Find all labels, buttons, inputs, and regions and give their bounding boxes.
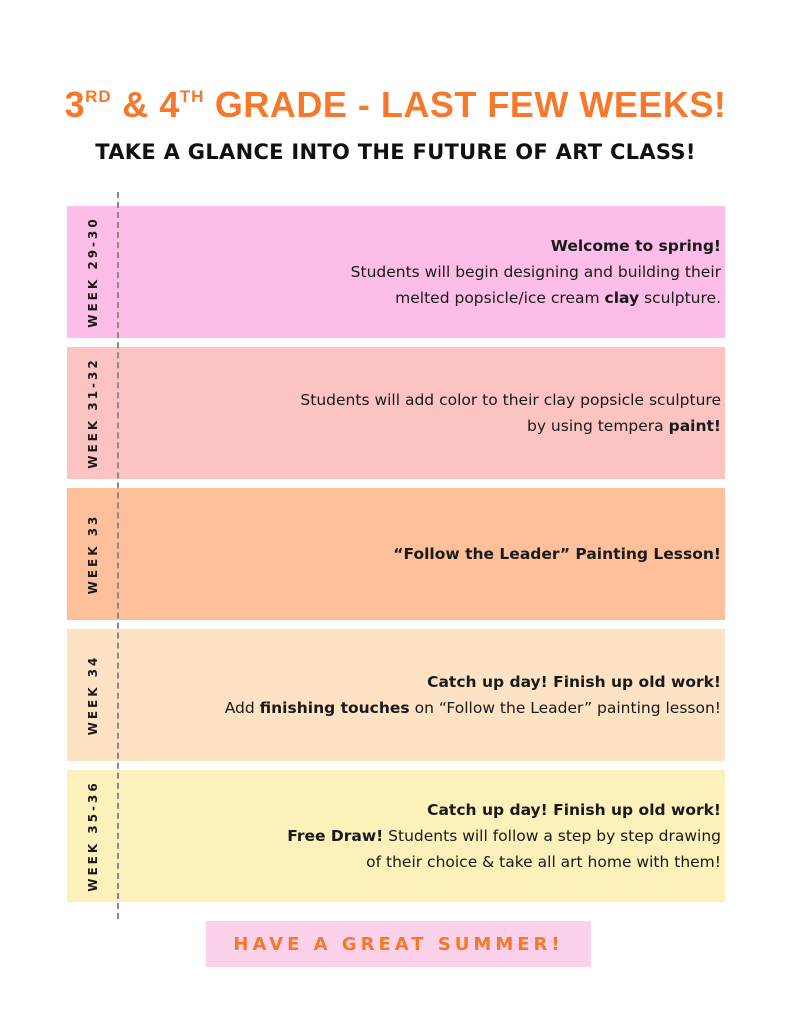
page-title	[0, 82, 791, 135]
description-line: Students will begin designing and building their	[350, 263, 721, 281]
week-label-text: WEEK 35-36	[86, 780, 100, 892]
description-line: Catch up day! Finish up old work!	[427, 801, 721, 819]
description-line	[131, 823, 721, 849]
bold-segment: paint!	[668, 417, 721, 435]
timeline-divider	[117, 192, 119, 919]
text-segment: sculpture.	[639, 289, 721, 307]
week-label	[75, 206, 111, 338]
text-segment: Students will follow a step by step drawing	[383, 827, 721, 845]
week-label-text: WEEK 34	[86, 654, 100, 736]
footer-banner	[206, 921, 591, 967]
title-superscript: RD	[85, 87, 112, 106]
title-text: & 4	[111, 84, 180, 125]
bold-segment: clay	[604, 289, 640, 307]
week-label	[75, 770, 111, 902]
description-line: Welcome to spring!	[550, 237, 721, 255]
bold-segment: finishing touches	[259, 699, 410, 717]
description-line: of their choice & take all art home with them!	[366, 853, 721, 871]
page-subtitle: TAKE A GLANCE INTO THE FUTURE OF ART CLASS!	[95, 140, 696, 164]
week-label	[75, 488, 111, 620]
week-row-29-30	[67, 206, 725, 338]
week-description	[131, 488, 721, 620]
title-text: GRADE - LAST FEW WEEKS!	[204, 84, 727, 125]
description-line: Students will add color to their clay popsicle sculpture	[300, 391, 721, 409]
title-text: 3	[64, 84, 86, 125]
description-line: Catch up day! Finish up old work!	[427, 673, 721, 691]
bold-segment: Free Draw!	[287, 827, 384, 845]
week-description	[131, 629, 721, 761]
week-description	[131, 347, 721, 479]
week-label-text: WEEK 31-32	[86, 357, 100, 469]
title-superscript: TH	[179, 87, 205, 106]
week-description	[131, 206, 721, 338]
text-segment: melted popsicle/ice cream	[395, 289, 605, 307]
week-label-text: WEEK 29-30	[86, 216, 100, 328]
week-label	[75, 629, 111, 761]
week-row-31-32	[67, 347, 725, 479]
description-line	[131, 695, 721, 721]
week-label	[75, 347, 111, 479]
week-row-34	[67, 629, 725, 761]
text-segment: on “Follow the Leader” painting lesson!	[409, 699, 721, 717]
text-segment: by using tempera	[526, 417, 669, 435]
description-line	[131, 413, 721, 439]
footer-text: HAVE A GREAT SUMMER!	[233, 933, 564, 955]
text-segment: Add	[224, 699, 260, 717]
description-line: “Follow the Leader” Painting Lesson!	[393, 545, 721, 563]
week-row-35-36	[67, 770, 725, 902]
description-line	[131, 285, 721, 311]
week-row-33	[67, 488, 725, 620]
week-label-text: WEEK 33	[86, 513, 100, 595]
week-description	[131, 770, 721, 902]
